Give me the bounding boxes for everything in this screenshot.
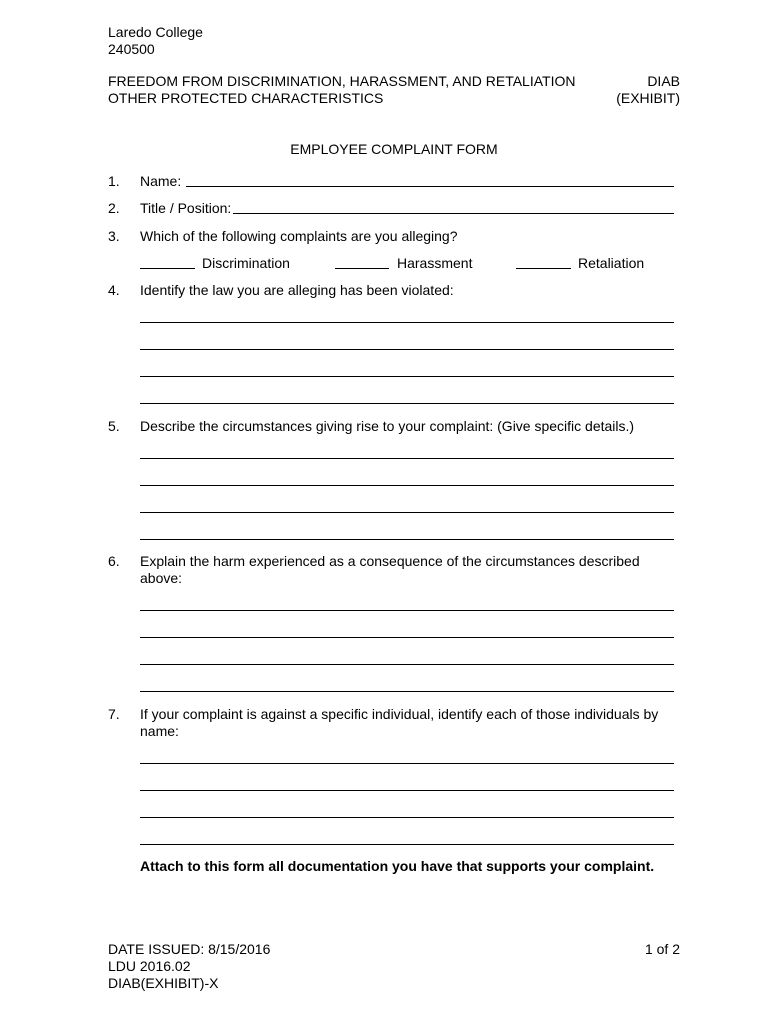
law-violated-line-1[interactable] <box>140 322 674 323</box>
circumstances-line-4[interactable] <box>140 539 674 540</box>
individuals-question-line-1: If your complaint is against a specific individual, identify each of those individuals by <box>140 706 659 722</box>
individuals-line-1[interactable] <box>140 763 674 764</box>
discrimination-option: Discrimination <box>202 255 290 271</box>
item-5-number: 5. <box>108 418 120 434</box>
policy-code: DIAB <box>647 73 680 89</box>
law-violated-question: Identify the law you are alleging has been violated: <box>140 282 454 298</box>
harm-line-2[interactable] <box>140 637 674 638</box>
discrimination-blank[interactable] <box>140 268 195 269</box>
harm-question-line-1: Explain the harm experienced as a consequence of the circumstances described <box>140 553 640 569</box>
harassment-blank[interactable] <box>335 268 389 269</box>
law-violated-line-3[interactable] <box>140 376 674 377</box>
item-6-number: 6. <box>108 553 120 569</box>
harm-question-line-2: above: <box>140 570 183 586</box>
harm-line-3[interactable] <box>140 664 674 665</box>
individuals-line-2[interactable] <box>140 790 674 791</box>
individuals-line-3[interactable] <box>140 817 674 818</box>
law-violated-line-4[interactable] <box>140 403 674 404</box>
harm-line-1[interactable] <box>140 610 674 611</box>
retaliation-blank[interactable] <box>516 268 571 269</box>
circumstances-line-3[interactable] <box>140 512 674 513</box>
individuals-line-4[interactable] <box>140 844 674 845</box>
retaliation-option: Retaliation <box>578 255 645 271</box>
document-code: DIAB(EXHIBIT)-X <box>108 975 219 991</box>
institution-name: Laredo College <box>108 24 203 40</box>
policy-title-line-2: OTHER PROTECTED CHARACTERISTICS <box>108 90 384 106</box>
circumstances-question: Describe the circumstances giving rise to your complaint: (Give specific details.) <box>140 418 635 434</box>
item-3-number: 3. <box>108 228 120 244</box>
harassment-option: Harassment <box>397 255 473 271</box>
name-field[interactable] <box>186 186 674 187</box>
law-violated-line-2[interactable] <box>140 349 674 350</box>
item-1-number: 1. <box>108 173 120 189</box>
policy-type: (EXHIBIT) <box>616 90 680 106</box>
date-issued: DATE ISSUED: 8/15/2016 <box>108 941 271 957</box>
circumstances-line-1[interactable] <box>140 458 674 459</box>
policy-title-line-1: FREEDOM FROM DISCRIMINATION, HARASSMENT, AND RETALIATION <box>108 73 576 89</box>
item-2-number: 2. <box>108 200 120 216</box>
page-number: 1 of 2 <box>644 941 680 957</box>
institution-code: 240500 <box>108 41 155 57</box>
title-position-field[interactable] <box>233 213 674 214</box>
form-title: EMPLOYEE COMPLAINT FORM <box>290 141 498 157</box>
attach-documentation-note: Attach to this form all documentation you have that supports your complaint. <box>140 858 655 874</box>
harm-line-4[interactable] <box>140 691 674 692</box>
ldu-code: LDU 2016.02 <box>108 958 191 974</box>
title-position-label: Title / Position: <box>140 200 232 216</box>
individuals-question-line-2: name: <box>140 723 179 739</box>
item-7-number: 7. <box>108 706 120 722</box>
circumstances-line-2[interactable] <box>140 485 674 486</box>
item-4-number: 4. <box>108 282 120 298</box>
name-label: Name: <box>140 173 182 189</box>
complaint-type-question: Which of the following complaints are you alleging? <box>140 228 458 244</box>
